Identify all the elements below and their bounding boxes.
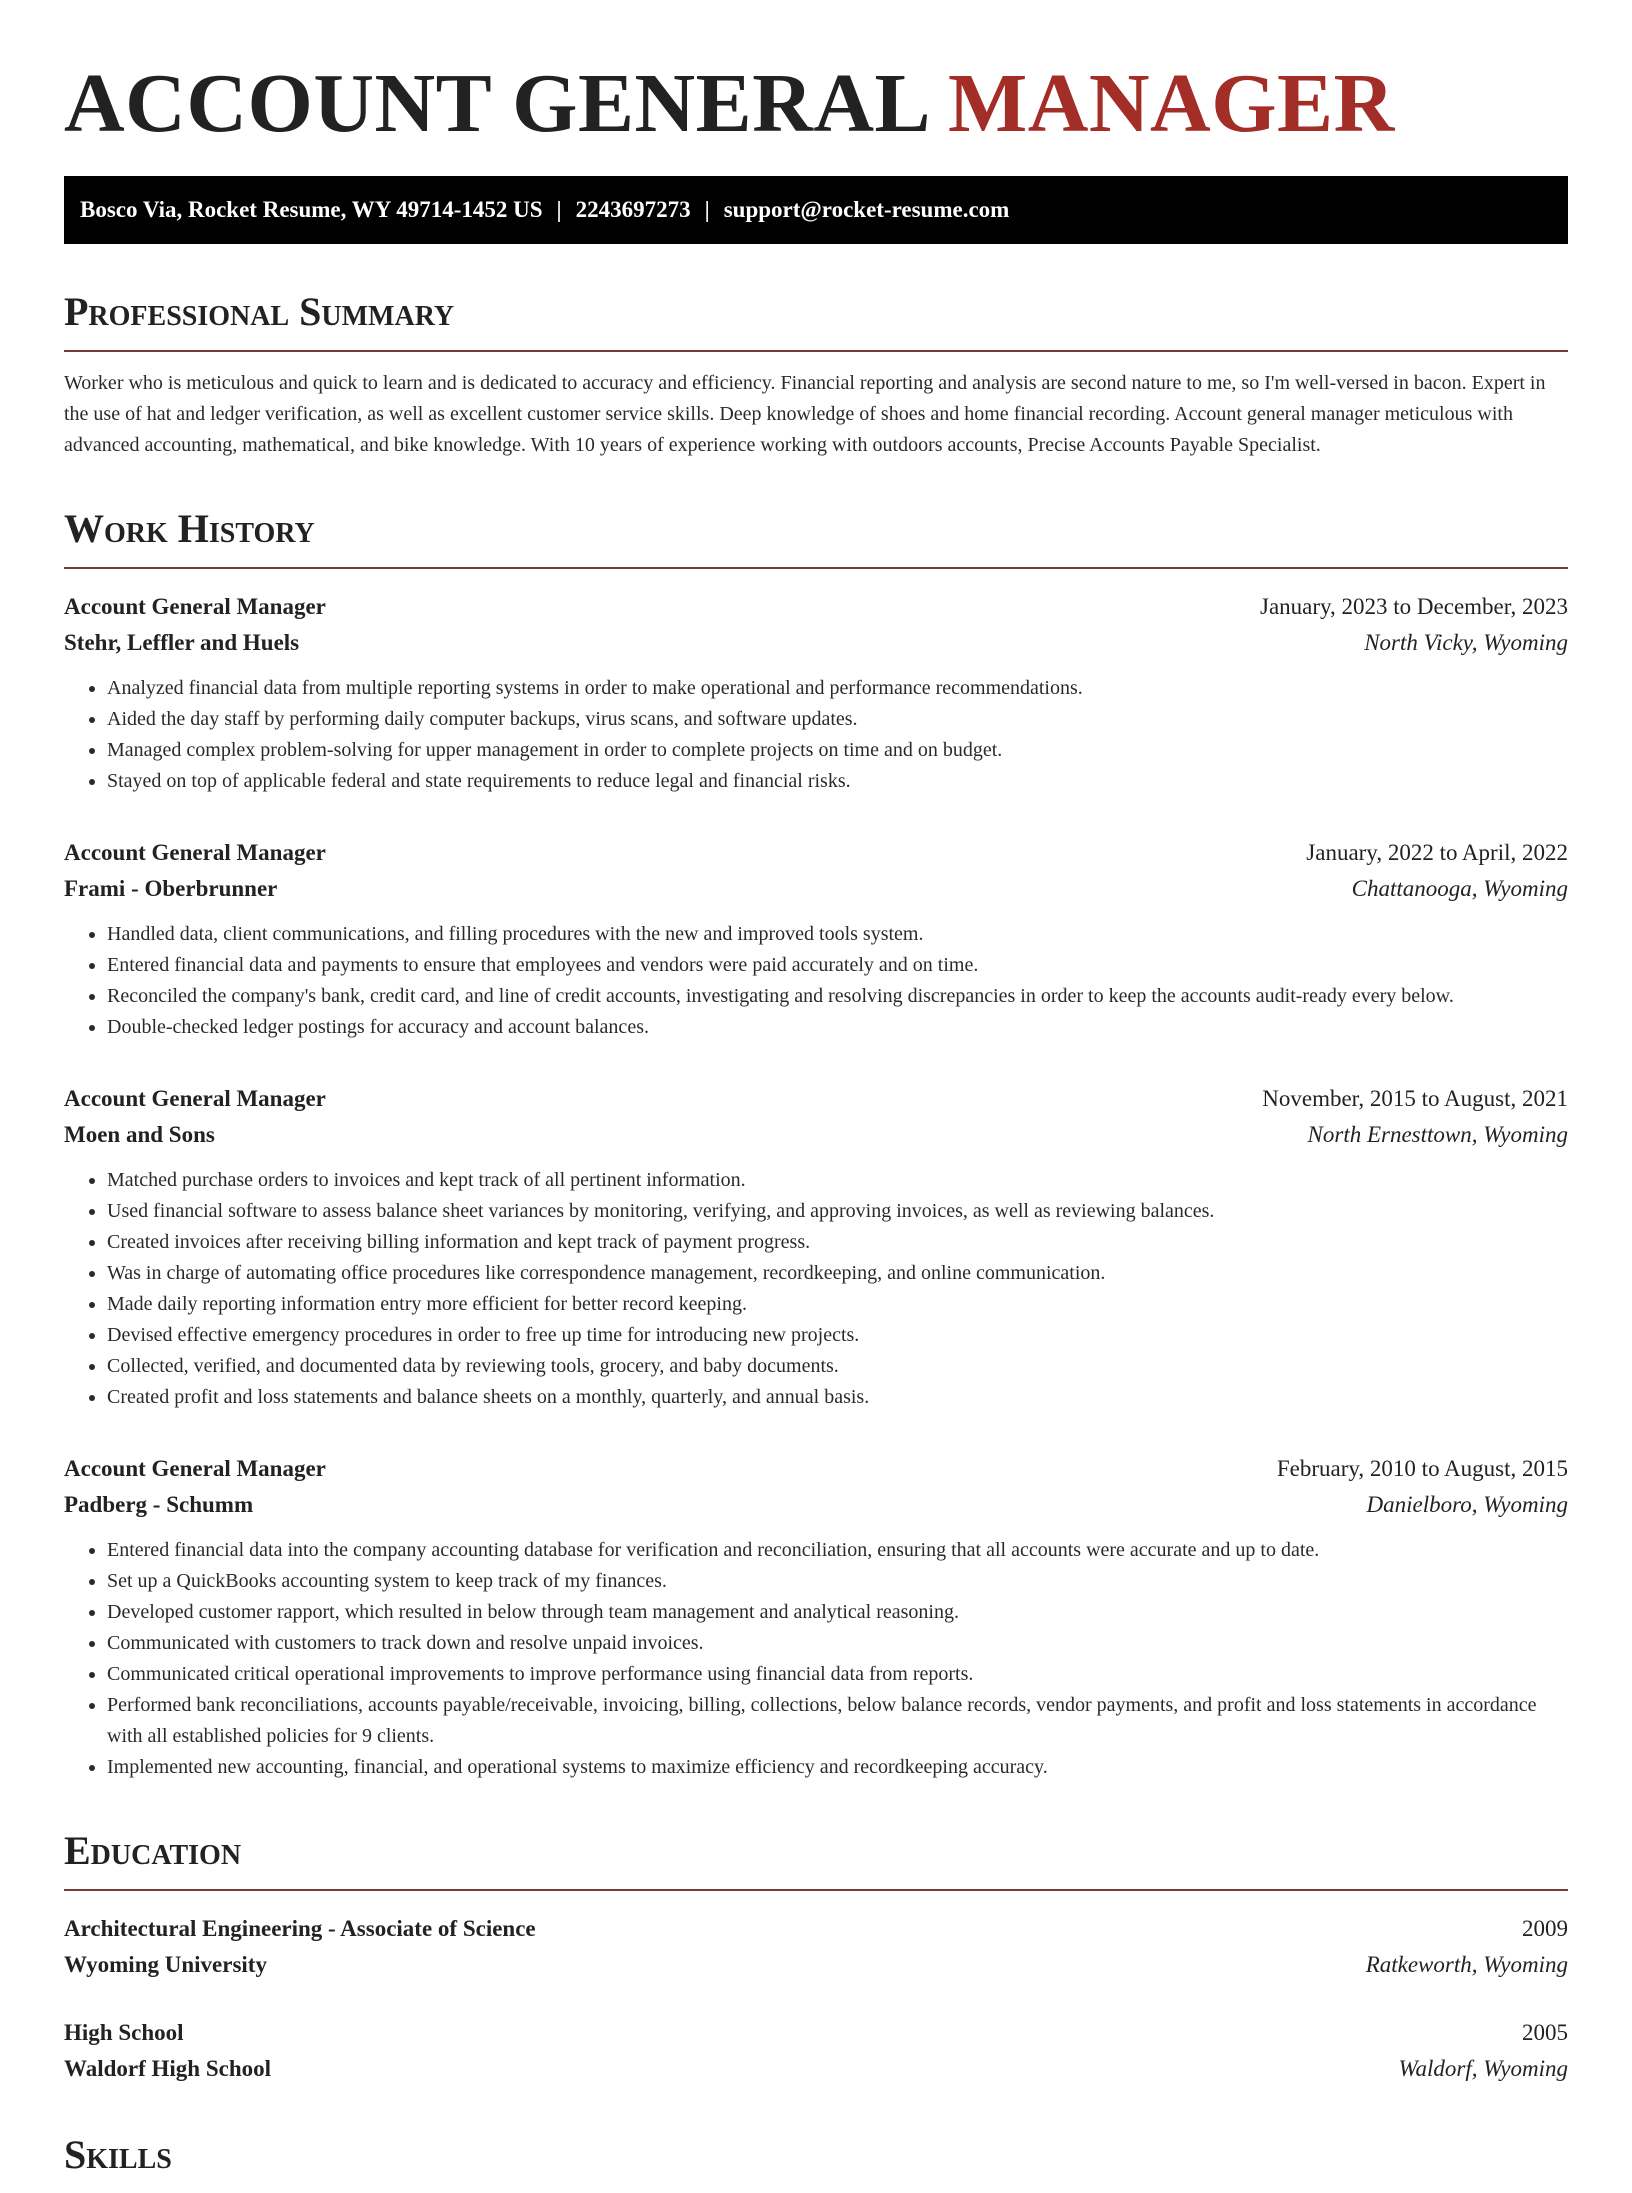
- job-company: Frami - Oberbrunner: [64, 876, 278, 901]
- education-school-row: [64, 1947, 1568, 1983]
- job-bullet: • Devised effective emergency procedures in order to free up time for introducing new projects.: [107, 1320, 1568, 1351]
- education-degree-row: [64, 1911, 1568, 1947]
- job-dates: November, 2015 to August, 2021: [1262, 1086, 1568, 1111]
- resume-page: [64, 0, 1568, 2193]
- contact-phone: 2243697273: [575, 197, 691, 222]
- job-location: North Vicky, Wyoming: [1364, 630, 1568, 655]
- education-school: Waldorf High School: [64, 2056, 272, 2081]
- job-bullet: • Aided the day staff by performing daily computer backups, virus scans, and software updates.: [107, 704, 1568, 735]
- title-primary: ACCOUNT GENERAL: [64, 57, 927, 150]
- education-degree: High School: [64, 2020, 184, 2045]
- job-company-row: [64, 1117, 1568, 1153]
- job-bullets: [64, 1535, 1568, 1783]
- work-history-heading: Work History: [64, 505, 1568, 569]
- contact-address: Bosco Via, Rocket Resume, WY 49714-1452 US: [80, 197, 543, 222]
- job-location: North Ernesttown, Wyoming: [1307, 1122, 1568, 1147]
- job-title: Account General Manager: [64, 594, 326, 619]
- education-entry: [64, 2015, 1568, 2087]
- education-school-row: [64, 2051, 1568, 2087]
- job-header-row: [64, 835, 1568, 871]
- job-bullet: • Matched purchase orders to invoices and kept track of all pertinent information.: [107, 1165, 1568, 1196]
- page-title: [64, 0, 1568, 176]
- job-title: Account General Manager: [64, 840, 326, 865]
- job-bullet: • Made daily reporting information entry more efficient for better record keeping.: [107, 1289, 1568, 1320]
- education-location: Ratkeworth, Wyoming: [1365, 1952, 1568, 1977]
- job-entry: [64, 1451, 1568, 1783]
- job-bullets: [64, 1165, 1568, 1413]
- job-bullet: • Entered financial data and payments to ensure that employees and vendors were paid accurately and on time.: [107, 950, 1568, 981]
- job-entry: [64, 1081, 1568, 1413]
- education-school: Wyoming University: [64, 1952, 267, 1977]
- job-company-row: [64, 871, 1568, 907]
- job-bullet: • Created invoices after receiving billing information and kept track of payment progress.: [107, 1227, 1568, 1258]
- job-bullet: • Performed bank reconciliations, accounts payable/receivable, invoicing, billing, collections, below balance records, vendor payments, and profit and loss statements in accordance with all established policies for 9 clients.: [107, 1690, 1568, 1752]
- job-header-row: [64, 1081, 1568, 1117]
- education-location: Waldorf, Wyoming: [1398, 2056, 1568, 2081]
- job-bullet: • Reconciled the company's bank, credit card, and line of credit accounts, investigating and resolving discrepancies in order to keep the accounts audit-ready every below.: [107, 981, 1568, 1012]
- job-bullet: • Set up a QuickBooks accounting system to keep track of my finances.: [107, 1566, 1568, 1597]
- job-title: Account General Manager: [64, 1456, 326, 1481]
- job-bullet: • Developed customer rapport, which resulted in below through team management and analytical reasoning.: [107, 1597, 1568, 1628]
- job-bullet: • Was in charge of automating office procedures like correspondence management, recordkeeping, and online communication.: [107, 1258, 1568, 1289]
- contact-email: support@rocket-resume.com: [723, 197, 1010, 222]
- job-dates: January, 2022 to April, 2022: [1306, 840, 1568, 865]
- job-header-row: [64, 589, 1568, 625]
- summary-text: Worker who is meticulous and quick to learn and is dedicated to accuracy and efficiency. Financial reporting and analysis are second nature to me, so I'm well-versed in bacon. Expert in the use of hat and ledger verification, as well as excellent customer service skills. Deep knowledge of shoes and home financial recording. Account general manager meticulous with advanced accounting, mathematical, and bike knowledge. With 10 years of experience working with outdoors accounts, Precise Accounts Payable Specialist.: [64, 372, 1546, 456]
- job-entry: [64, 835, 1568, 1043]
- job-header-row: [64, 1451, 1568, 1487]
- skills-heading: Skills: [64, 2132, 172, 2177]
- job-bullet: • Double-checked ledger postings for accuracy and account balances.: [107, 1012, 1568, 1043]
- education-degree: Architectural Engineering - Associate of Science: [64, 1916, 536, 1941]
- job-company-row: [64, 1487, 1568, 1523]
- job-title: Account General Manager: [64, 1086, 326, 1111]
- contact-separator: |: [556, 197, 562, 222]
- education-entry: [64, 1911, 1568, 1983]
- job-bullet: • Managed complex problem-solving for upper management in order to complete projects on time and on budget.: [107, 735, 1568, 766]
- job-entry: [64, 589, 1568, 797]
- education-degree-row: [64, 2015, 1568, 2051]
- job-bullet: • Collected, verified, and documented data by reviewing tools, grocery, and baby documents.: [107, 1351, 1568, 1382]
- job-dates: January, 2023 to December, 2023: [1260, 594, 1568, 619]
- job-bullets: [64, 673, 1568, 797]
- job-bullet: • Used financial software to assess balance sheet variances by monitoring, verifying, and approving invoices, as well as reviewing balances.: [107, 1196, 1568, 1227]
- job-bullet: • Communicated critical operational improvements to improve performance using financial data from reports.: [107, 1659, 1568, 1690]
- job-bullet: • Handled data, client communications, and filling procedures with the new and improved tools system.: [107, 919, 1568, 950]
- job-bullets: [64, 919, 1568, 1043]
- job-company-row: [64, 625, 1568, 661]
- job-bullet: • Stayed on top of applicable federal and state requirements to reduce legal and financial risks.: [107, 766, 1568, 797]
- job-bullet: • Analyzed financial data from multiple reporting systems in order to make operational and performance recommendations.: [107, 673, 1568, 704]
- job-bullet: • Created profit and loss statements and balance sheets on a monthly, quarterly, and annual basis.: [107, 1382, 1568, 1413]
- job-location: Danielboro, Wyoming: [1366, 1492, 1568, 1517]
- contact-bar: [64, 176, 1568, 244]
- job-bullet: • Implemented new accounting, financial, and operational systems to maximize efficiency and recordkeeping accuracy.: [107, 1752, 1568, 1783]
- education-year: 2005: [1522, 2020, 1568, 2045]
- job-bullet: • Communicated with customers to track down and resolve unpaid invoices.: [107, 1628, 1568, 1659]
- contact-separator: |: [704, 197, 710, 222]
- education-heading: Education: [64, 1827, 1568, 1891]
- title-accent: MANAGER: [947, 57, 1395, 150]
- job-location: Chattanooga, Wyoming: [1351, 876, 1568, 901]
- job-company: Padberg - Schumm: [64, 1492, 254, 1517]
- job-company: Moen and Sons: [64, 1122, 215, 1147]
- education-year: 2009: [1522, 1916, 1568, 1941]
- job-bullet: • Entered financial data into the company accounting database for verification and reconciliation, ensuring that all accounts were accurate and up to date.: [107, 1535, 1568, 1566]
- job-dates: February, 2010 to August, 2015: [1276, 1456, 1568, 1481]
- job-company: Stehr, Leffler and Huels: [64, 630, 300, 655]
- summary-heading: Professional Summary: [64, 288, 1568, 352]
